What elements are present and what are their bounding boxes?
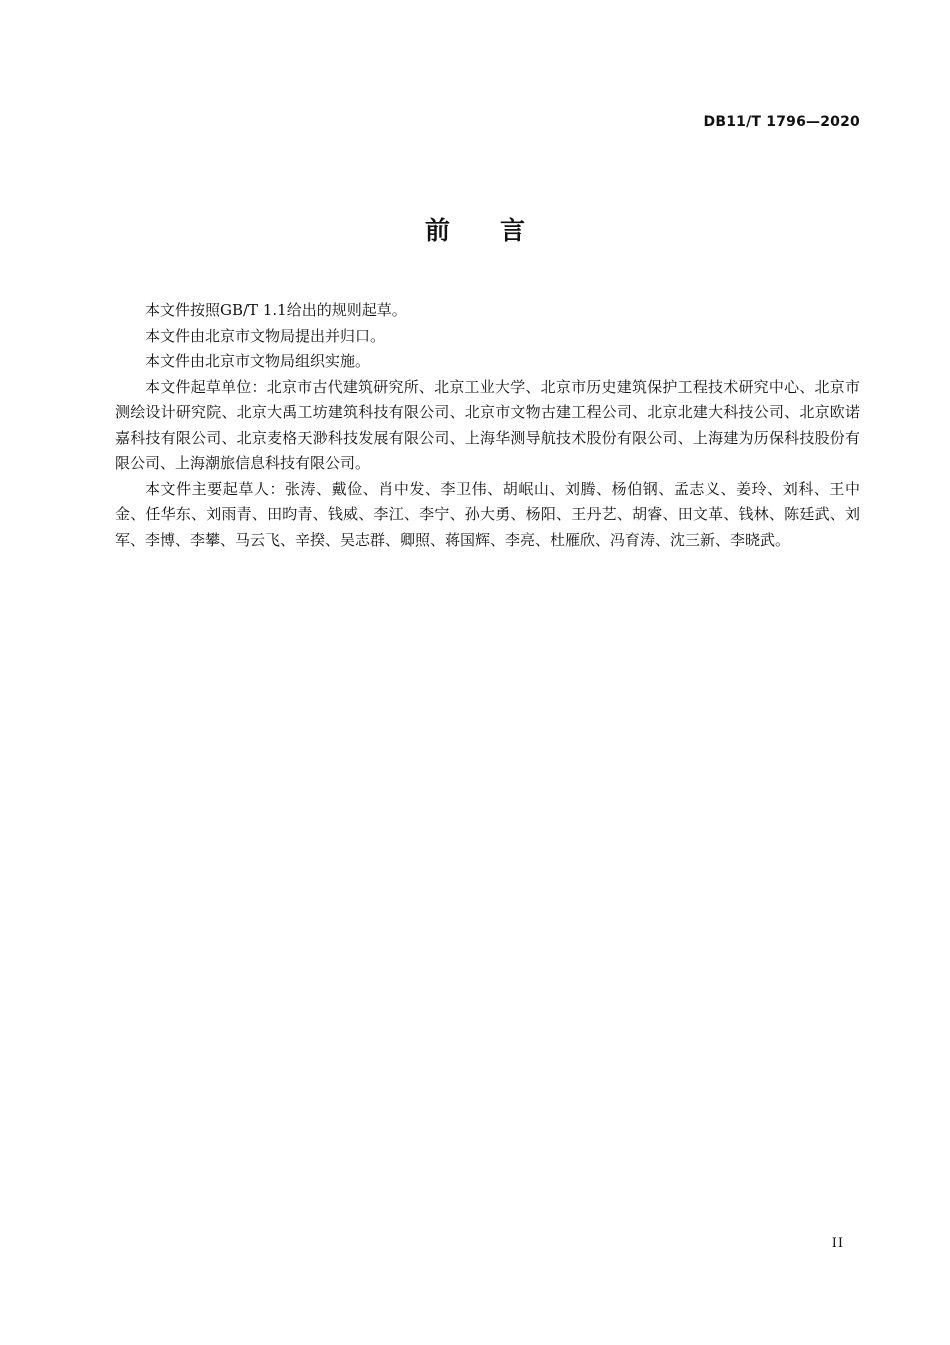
paragraph-drafting-rules: 本文件按照GB/T 1.1给出的规则起草。 — [145, 301, 407, 319]
page-number: II — [831, 1236, 844, 1251]
title-char-2: 言 — [500, 216, 526, 245]
paragraph-proposer: 本文件由北京市文物局提出并归口。 — [145, 326, 386, 345]
foreword-body — [115, 298, 860, 553]
document-code: DB11/T 1796—2020 — [703, 114, 860, 130]
paragraph-main-drafters: 本文件主要起草人：张涛、戴俭、肖中发、李卫伟、胡岷山、刘腾、杨伯钢、孟志义、姜玲、刘科、王中金、任华东、刘雨青、田昀青、钱威、李江、李宁、孙大勇、杨阳、王丹艺、胡睿、田文革、钱林、陈廷武、刘军、李博、李攀、马云飞、辛揆、吴志群、卿照、蒋国辉、李亮、杜雁欣、冯育涛、沈三新、李晓武。 — [115, 479, 860, 549]
page-title — [0, 211, 950, 247]
paragraph-implementer: 本文件由北京市文物局组织实施。 — [145, 352, 371, 370]
paragraph-drafting-units: 本文件起草单位：北京市古代建筑研究所、北京工业大学、北京市历史建筑保护工程技术研究中心、北京市测绘设计研究院、北京大禹工坊建筑科技有限公司、北京市文物古建工程公司、北京北建大科技公司、北京欧诺嘉科技有限公司、北京麦格天渺科技发展有限公司、上海华测导航技术股份有限公司、上海建为历保科技股份有限公司、上海潮旅信息科技有限公司。 — [115, 377, 860, 472]
title-char-1: 前 — [424, 216, 450, 245]
